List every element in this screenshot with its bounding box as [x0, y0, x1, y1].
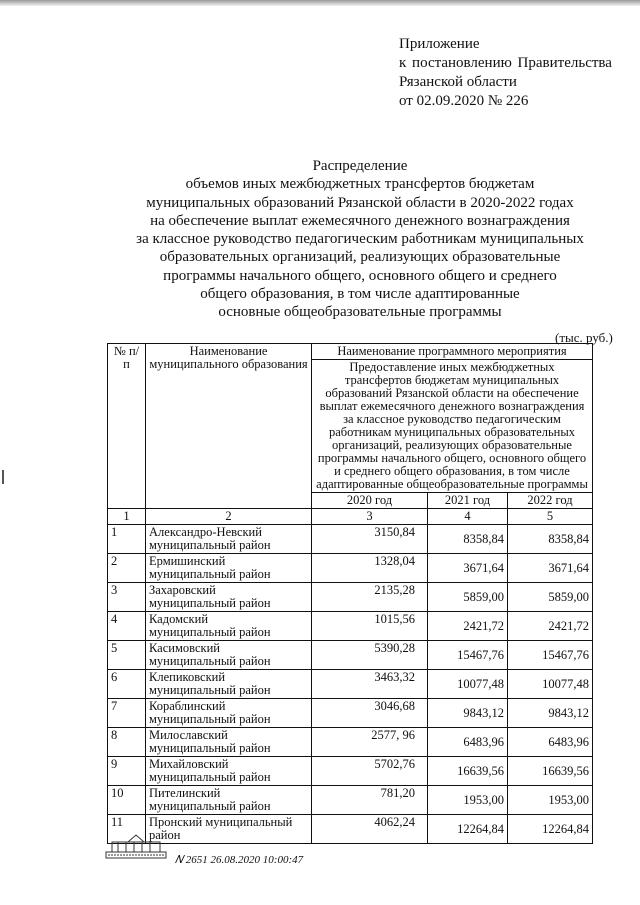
municipality-line-2: район	[149, 828, 181, 842]
municipality-line-1: Александро-Невский	[149, 525, 262, 539]
header-program: Наименование программного мероприятия	[312, 344, 593, 360]
value-2020: 3150,84	[312, 525, 428, 554]
stamp-building-icon	[104, 832, 168, 862]
table-row	[108, 612, 593, 641]
value-2020: 2577, 96	[312, 728, 428, 757]
value-2021: 3671,64	[428, 554, 508, 583]
municipality-line-1: Кадомский	[149, 612, 209, 626]
municipality-name	[146, 583, 312, 612]
value-2021: 2421,72	[428, 612, 508, 641]
value-2020: 3463,32	[312, 670, 428, 699]
footer-text: 2651 26.08.2020 10:00:47	[185, 854, 304, 866]
value-2021: 9843,12	[428, 699, 508, 728]
municipality-line-2: муниципальный район	[149, 799, 271, 813]
row-number: 11	[108, 815, 146, 844]
table-row	[108, 670, 593, 699]
title-line: основные общеобразовательные программы	[218, 304, 502, 321]
colnum-5: 5	[508, 509, 593, 525]
value-2022: 16639,56	[508, 757, 593, 786]
row-number: 10	[108, 786, 146, 815]
value-2021: 8358,84	[428, 525, 508, 554]
municipality-name	[146, 670, 312, 699]
value-2022: 9843,12	[508, 699, 593, 728]
row-number: 9	[108, 757, 146, 786]
title-line: Распределение	[312, 158, 408, 174]
municipality-name	[146, 786, 312, 815]
table-row	[108, 525, 593, 554]
table-row	[108, 815, 593, 844]
scan-margin-mark	[2, 470, 4, 484]
row-number: 2	[108, 554, 146, 583]
value-2020: 3046,68	[312, 699, 428, 728]
municipality-line-1: Пителинский	[149, 786, 221, 800]
municipality-name	[146, 699, 312, 728]
value-2022: 5859,00	[508, 583, 593, 612]
row-number: 5	[108, 641, 146, 670]
row-number: 4	[108, 612, 146, 641]
table-row	[108, 786, 593, 815]
municipality-line-2: муниципальный район	[149, 625, 271, 639]
municipality-line-1: Михайловский	[149, 757, 229, 771]
municipality-name	[146, 757, 312, 786]
distribution-table	[107, 343, 593, 844]
municipality-line-2: муниципальный район	[149, 770, 271, 784]
row-number: 1	[108, 525, 146, 554]
document-title	[60, 157, 640, 322]
table-row	[108, 641, 593, 670]
colnum-2: 2	[146, 509, 312, 525]
header-name: Наименование муниципального образования	[146, 344, 312, 509]
value-2021: 5859,00	[428, 583, 508, 612]
title-line: объемов иных межбюджетных трансфертов бюджетам	[185, 176, 535, 193]
colnum-4: 4	[428, 509, 508, 525]
registration-footer	[175, 854, 303, 867]
municipality-line-1: Милославский	[149, 728, 228, 742]
header-year-2020: 2020 год	[312, 493, 428, 509]
value-2020: 1328,04	[312, 554, 428, 583]
municipality-line-1: Пронский муниципальный	[149, 815, 293, 829]
header-year-2022: 2022 год	[508, 493, 593, 509]
appendix-line-1: Приложение	[399, 36, 480, 52]
municipality-line-2: муниципальный район	[149, 683, 271, 697]
value-2021: 6483,96	[428, 728, 508, 757]
row-number: 8	[108, 728, 146, 757]
municipality-line-2: муниципальный район	[149, 741, 271, 755]
title-line: на обеспечение выплат ежемесячного денежного вознаграждения	[150, 212, 570, 229]
municipality-name	[146, 728, 312, 757]
municipality-line-2: муниципальный район	[149, 567, 271, 581]
municipality-name	[146, 525, 312, 554]
appendix-line-3: Рязанской области	[399, 74, 517, 90]
municipality-name	[146, 612, 312, 641]
header-program-desc: Предоставление иных межбюджетных трансфертов бюджетам муниципальных образований Рязанской области на обеспечение выплат ежемесячного денежного вознаграждения за классное руководство педагогическим работникам муниципальных образовательных организаций, реализующих образовательные программы начального общего, основного общего и среднего общего образования, в том числе адаптированные общеобразовательные программы	[312, 360, 593, 493]
value-2022: 15467,76	[508, 641, 593, 670]
municipality-line-2: муниципальный район	[149, 654, 271, 668]
colnum-3: 3	[312, 509, 428, 525]
municipality-name	[146, 554, 312, 583]
table-row	[108, 757, 593, 786]
municipality-line-1: Кораблинский	[149, 699, 226, 713]
title-line: образовательных организаций, реализующих образовательные	[159, 249, 561, 266]
municipality-name	[146, 641, 312, 670]
value-2020: 5702,76	[312, 757, 428, 786]
appendix-block	[399, 35, 612, 111]
appendix-line-2: к постановлению Правительства	[399, 55, 612, 71]
title-line: муниципальных образований Рязанской области в 2020-2022 годах	[146, 194, 574, 211]
header-year-2021: 2021 год	[428, 493, 508, 509]
value-2021: 10077,48	[428, 670, 508, 699]
table-row	[108, 699, 593, 728]
municipality-line-2: муниципальный район	[149, 596, 271, 610]
units-label: (тыс. руб.)	[555, 330, 613, 345]
value-2021: 12264,84	[428, 815, 508, 844]
municipality-line-1: Клепиковский	[149, 670, 226, 684]
municipality-line-2: муниципальный район	[149, 712, 271, 726]
row-number: 6	[108, 670, 146, 699]
appendix-line-4: от 02.09.2020 № 226	[399, 93, 529, 109]
colnum-1: 1	[108, 509, 146, 525]
header-num: № п/п	[108, 344, 146, 509]
table-row	[108, 583, 593, 612]
row-number: 7	[108, 699, 146, 728]
value-2021: 1953,00	[428, 786, 508, 815]
title-line: за классное руководство педагогическим работникам муниципальных	[136, 231, 584, 248]
value-2022: 1953,00	[508, 786, 593, 815]
value-2022: 10077,48	[508, 670, 593, 699]
municipality-line-1: Ермишинский	[149, 554, 226, 568]
title-line: программы начального общего, основного общего и среднего	[163, 267, 557, 284]
value-2022: 2421,72	[508, 612, 593, 641]
scan-top-edge	[0, 0, 640, 6]
value-2020: 4062,24	[312, 815, 428, 844]
value-2020: 2135,28	[312, 583, 428, 612]
value-2021: 16639,56	[428, 757, 508, 786]
value-2021: 15467,76	[428, 641, 508, 670]
municipality-line-1: Захаровский	[149, 583, 216, 597]
municipality-name	[146, 815, 312, 844]
footer-mark: 𝑁	[175, 854, 184, 866]
municipality-line-1: Касимовский	[149, 641, 220, 655]
municipality-line-2: муниципальный район	[149, 538, 271, 552]
value-2022: 3671,64	[508, 554, 593, 583]
title-line: общего образования, в том числе адаптированные	[200, 286, 520, 303]
value-2020: 5390,28	[312, 641, 428, 670]
table-row	[108, 554, 593, 583]
value-2020: 781,20	[312, 786, 428, 815]
value-2022: 8358,84	[508, 525, 593, 554]
value-2020: 1015,56	[312, 612, 428, 641]
row-number: 3	[108, 583, 146, 612]
table-row	[108, 728, 593, 757]
table-body	[108, 525, 593, 844]
value-2022: 12264,84	[508, 815, 593, 844]
value-2022: 6483,96	[508, 728, 593, 757]
